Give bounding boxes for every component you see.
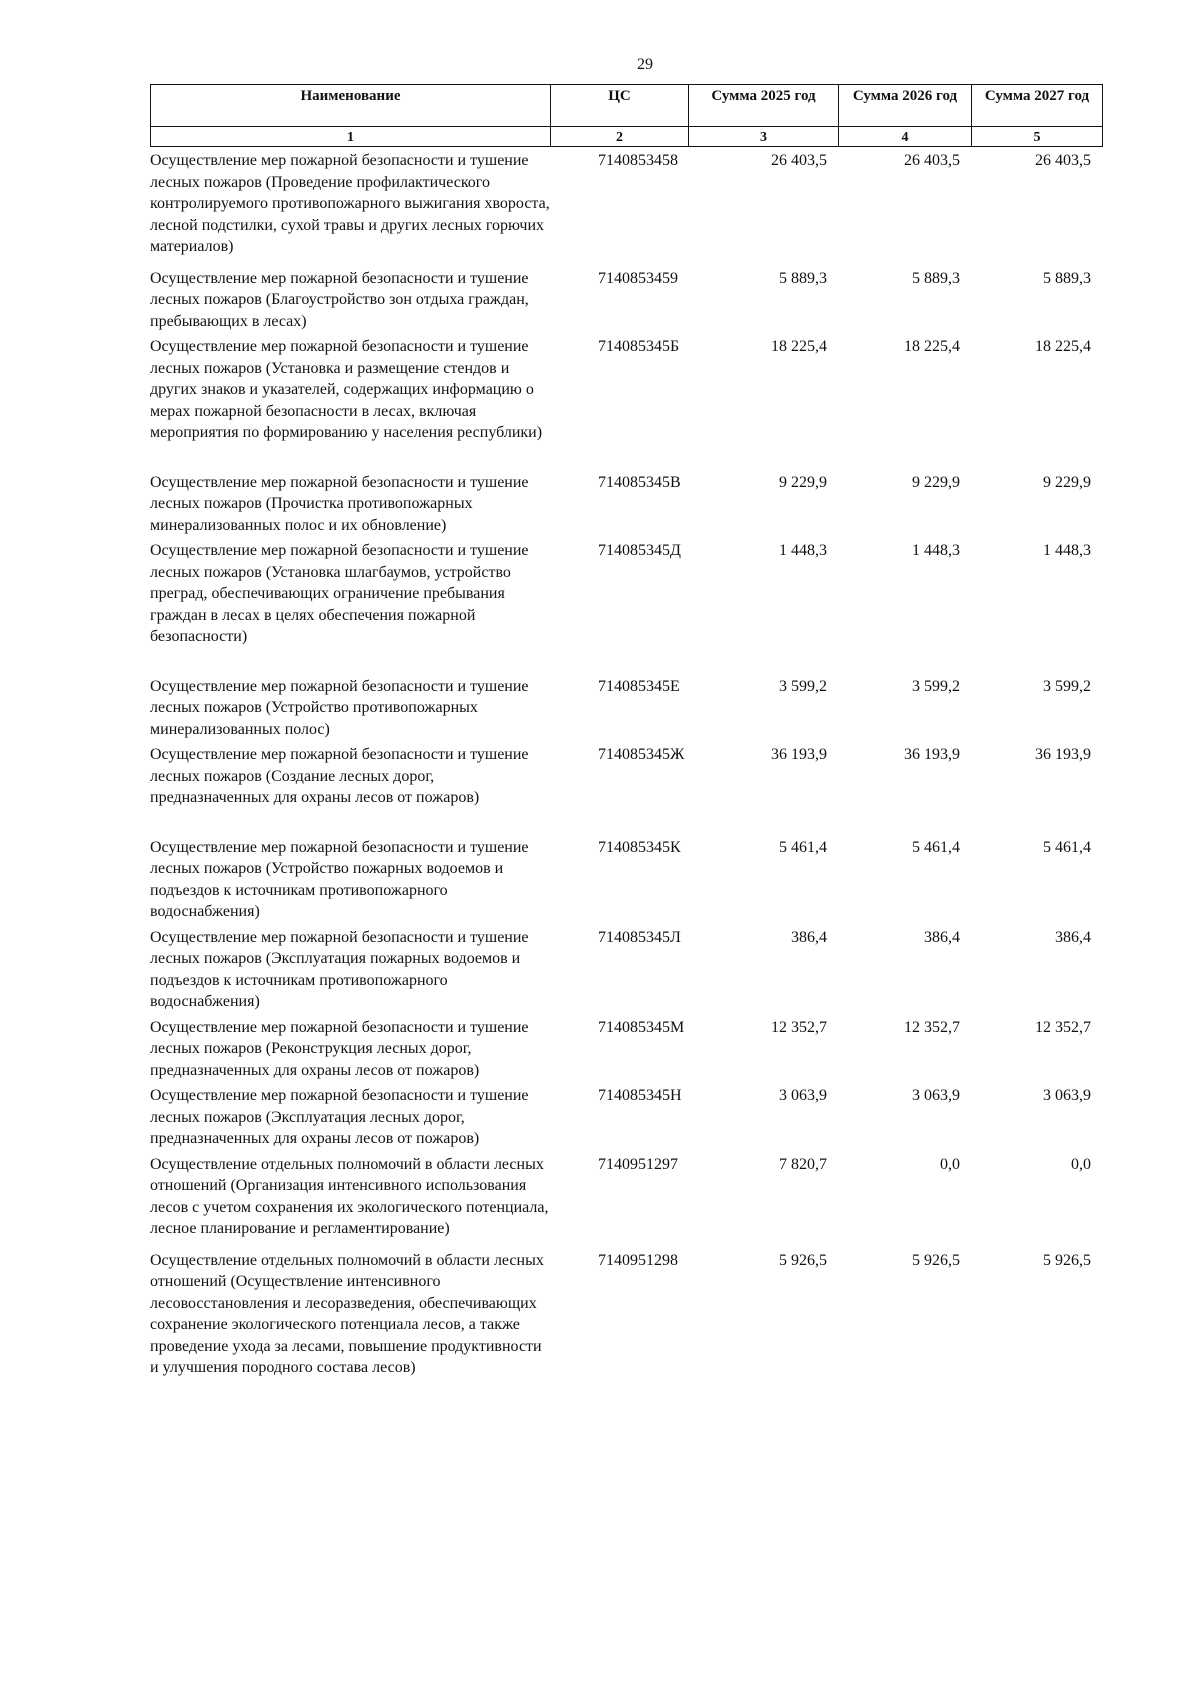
row-name: Осуществление мер пожарной безопасности и тушение лесных пожаров (Эксплуатация лесных дорог, предназначенных для охраны лесов от пожаров) [150, 1087, 529, 1147]
row-sum-2025: 3 063,9 [779, 1087, 827, 1104]
table-row [150, 150, 1102, 258]
column-number-5: 5 [972, 130, 1103, 147]
row-cs: 714085345К [598, 838, 681, 856]
row-name: Осуществление мер пожарной безопасности и тушение лесных пожаров (Реконструкция лесных дорог, предназначенных для охраны лесов от пожаров) [150, 1018, 529, 1079]
header-sum-2026: Сумма 2026 год [839, 85, 972, 127]
row-sum-2027: 3 063,9 [1043, 1087, 1091, 1104]
row-name: Осуществление мер пожарной безопасности и тушение лесных пожаров (Проведение профилактического контролируемого противопожарного выжигания хвороста, лесной подстилки, сухой травы и других лесных горючих материалов) [150, 152, 550, 255]
row-cs: 7140853459 [598, 269, 678, 287]
column-number-4: 4 [839, 130, 972, 147]
table-row [150, 472, 1102, 537]
row-sum-2025: 18 225,4 [771, 338, 827, 355]
header-sum-2027: Сумма 2027 год [972, 85, 1103, 127]
table-row [150, 837, 1102, 923]
table-body [150, 150, 1102, 1379]
row-sum-2027: 9 229,9 [1043, 473, 1091, 491]
row-cs: 714085345Н [598, 1087, 682, 1104]
row-name: Осуществление отдельных полномочий в области лесных отношений (Осуществление интенсивного лесовосстановления и лесоразведения, обеспечивающих сохранение экологического потенциала лесов, а также проведение ухода за лесами, повышение продуктивности и улучшения породного состава лесов) [150, 1251, 544, 1376]
row-cs: 714085345Б [598, 338, 680, 355]
row-sum-2027: 18 225,4 [1035, 338, 1091, 355]
table-header [150, 84, 1103, 147]
row-sum-2026: 3 063,9 [912, 1087, 960, 1104]
table-row [150, 676, 1102, 741]
row-sum-2027: 5 461,4 [1043, 838, 1091, 856]
table-row [150, 336, 1102, 444]
row-sum-2025: 26 403,5 [771, 152, 827, 169]
row-cs: 714085345В [598, 473, 681, 491]
row-sum-2027: 36 193,9 [1035, 746, 1091, 763]
row-sum-2027: 1 448,3 [1043, 542, 1091, 559]
row-cs: 7140951297 [598, 1155, 678, 1173]
row-sum-2025: 5 926,5 [779, 1251, 827, 1269]
row-cs: 7140951298 [598, 1251, 678, 1269]
row-sum-2025: 5 461,4 [779, 838, 827, 856]
header-name: Наименование [151, 85, 551, 127]
column-number-2: 2 [551, 130, 689, 147]
table-row [150, 268, 1102, 333]
row-cs: 714085345Д [598, 542, 681, 559]
row-sum-2026: 26 403,5 [904, 152, 960, 169]
row-cs: 714085345М [598, 1018, 685, 1036]
row-sum-2025: 7 820,7 [779, 1155, 827, 1173]
row-sum-2025: 1 448,3 [779, 542, 827, 559]
row-sum-2027: 26 403,5 [1035, 152, 1091, 169]
column-number-1: 1 [151, 130, 551, 147]
row-sum-2025: 3 599,2 [779, 677, 827, 695]
page-number: 29 [637, 56, 653, 73]
row-sum-2025: 386,4 [791, 928, 827, 946]
row-sum-2027: 12 352,7 [1035, 1018, 1091, 1036]
header-sum-2025: Сумма 2025 год [689, 85, 839, 127]
row-sum-2026: 5 926,5 [912, 1251, 960, 1269]
table-row [150, 744, 1102, 809]
table-row [150, 1085, 1102, 1150]
row-sum-2026: 5 461,4 [912, 838, 960, 856]
table-row [150, 1154, 1102, 1240]
row-sum-2026: 9 229,9 [912, 473, 960, 491]
row-cs: 714085345Ж [598, 746, 685, 763]
row-name: Осуществление мер пожарной безопасности и тушение лесных пожаров (Устройство противопожарных минерализованных полос) [150, 677, 529, 738]
table-row [150, 540, 1102, 648]
row-sum-2026: 36 193,9 [904, 746, 960, 763]
row-cs: 714085345Л [598, 928, 681, 946]
row-sum-2026: 12 352,7 [904, 1018, 960, 1036]
row-sum-2027: 0,0 [1071, 1155, 1091, 1173]
row-sum-2026: 18 225,4 [904, 338, 960, 355]
table-row [150, 927, 1102, 1013]
row-sum-2027: 386,4 [1055, 928, 1091, 946]
row-sum-2026: 1 448,3 [912, 542, 960, 559]
row-sum-2026: 3 599,2 [912, 677, 960, 695]
row-sum-2026: 5 889,3 [912, 269, 960, 287]
row-sum-2026: 386,4 [924, 928, 960, 946]
header-cs: ЦС [551, 85, 689, 127]
row-name: Осуществление отдельных полномочий в области лесных отношений (Организация интенсивного использования лесов с учетом сохранения их экологического потенциала, лесное планирование и регламентирование) [150, 1155, 549, 1237]
row-cs: 7140853458 [598, 152, 678, 169]
row-sum-2026: 0,0 [940, 1155, 960, 1173]
row-name: Осуществление мер пожарной безопасности и тушение лесных пожаров (Прочистка противопожарных минерализованных полос и их обновление) [150, 473, 529, 534]
row-name: Осуществление мер пожарной безопасности и тушение лесных пожаров (Установка и размещение стендов и других знаков и указателей, содержащих информацию о мерах пожарной безопасности в лесах, включая мероприятия по формированию у населения республики) [150, 338, 543, 441]
row-name: Осуществление мер пожарной безопасности и тушение лесных пожаров (Благоустройство зон отдыха граждан, пребывающих в лесах) [150, 269, 529, 330]
row-sum-2025: 5 889,3 [779, 269, 827, 287]
table-row [150, 1017, 1102, 1082]
row-sum-2027: 5 926,5 [1043, 1251, 1091, 1269]
row-name: Осуществление мер пожарной безопасности и тушение лесных пожаров (Устройство пожарных водоемов и подъездов к источникам противопожарного водоснабжения) [150, 838, 529, 920]
table-row [150, 1250, 1102, 1379]
row-sum-2027: 3 599,2 [1043, 677, 1091, 695]
row-sum-2025: 9 229,9 [779, 473, 827, 491]
column-number-3: 3 [689, 130, 839, 147]
row-name: Осуществление мер пожарной безопасности и тушение лесных пожаров (Установка шлагбаумов, устройство преград, обеспечивающих ограничение пребывания граждан в лесах в целях обеспечения пожарной безопасности) [150, 542, 529, 645]
row-sum-2025: 36 193,9 [771, 746, 827, 763]
row-name: Осуществление мер пожарной безопасности и тушение лесных пожаров (Создание лесных дорог, предназначенных для охраны лесов от пожаров) [150, 746, 529, 806]
row-sum-2027: 5 889,3 [1043, 269, 1091, 287]
row-name: Осуществление мер пожарной безопасности и тушение лесных пожаров (Эксплуатация пожарных водоемов и подъездов к источникам противопожарного водоснабжения) [150, 928, 529, 1010]
row-cs: 714085345Е [598, 677, 680, 695]
row-sum-2025: 12 352,7 [771, 1018, 827, 1036]
